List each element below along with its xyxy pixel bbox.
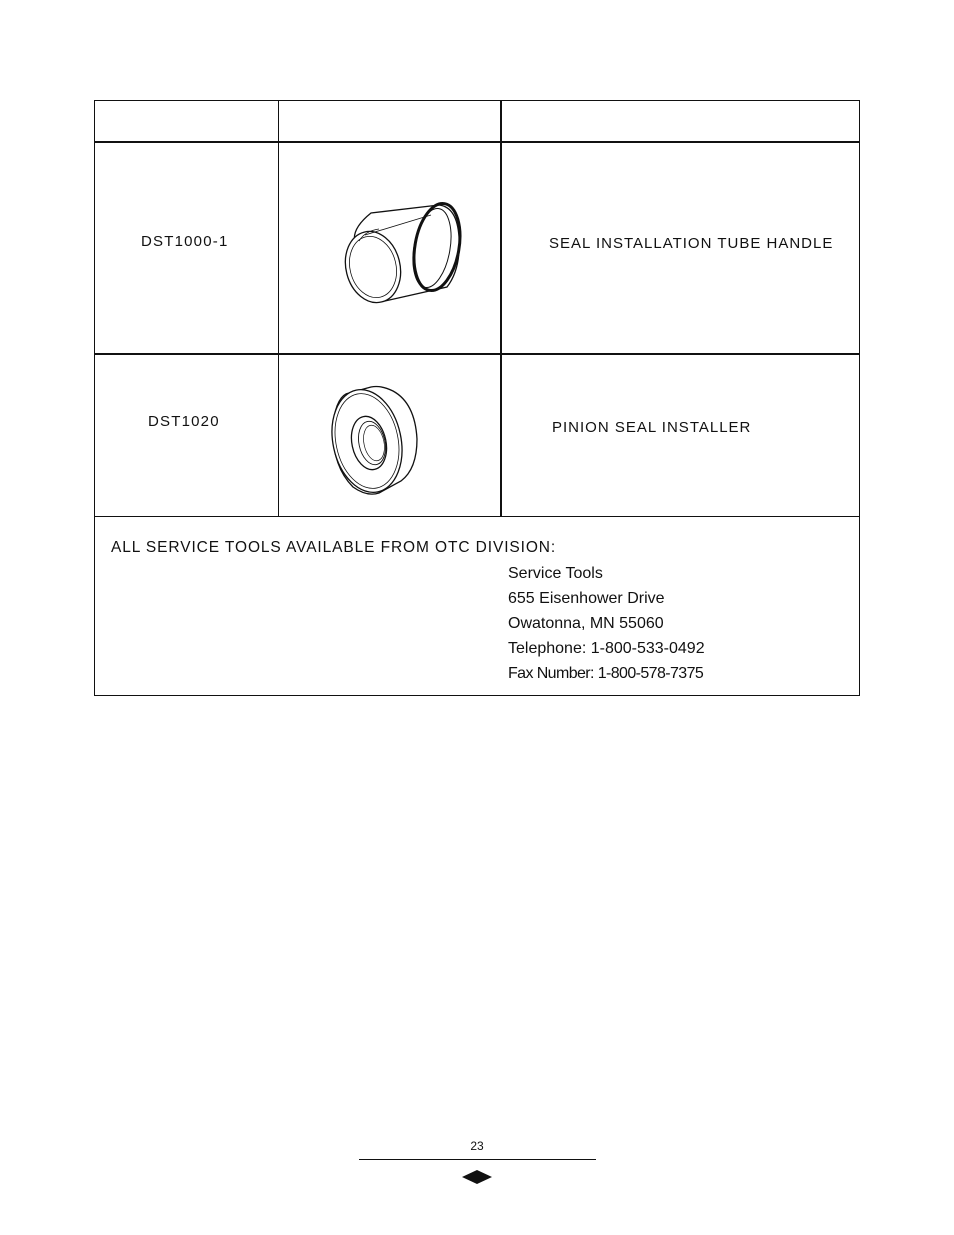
column-divider: [500, 101, 502, 517]
header-cell-illustration: [280, 101, 500, 141]
part-number-dst1000-1: DST1000-1: [141, 233, 229, 250]
description-seal-installation-tube-handle: SEAL INSTALLATION TUBE HANDLE: [549, 235, 834, 252]
description-pinion-seal-installer: PINION SEAL INSTALLER: [552, 419, 752, 436]
row-divider: [95, 353, 859, 355]
address-city: Owatonna, MN 55060: [508, 615, 664, 632]
seal-installation-tube-handle-drawing: [335, 197, 467, 314]
availability-heading: ALL SERVICE TOOLS AVAILABLE FROM OTC DIVISION:: [111, 539, 557, 556]
address-telephone: Telephone: 1-800-533-0492: [508, 640, 705, 657]
otc-address-block: [508, 561, 705, 686]
part-number-dst1020: DST1020: [148, 413, 220, 430]
header-cell-description: [502, 101, 859, 141]
address-company: Service Tools: [508, 565, 603, 582]
column-divider: [278, 101, 279, 517]
diamond-icon: [462, 1170, 492, 1189]
page-number: 23: [470, 1139, 484, 1153]
address-fax: Fax Number: 1-800-578-7375: [508, 665, 704, 682]
header-cell-part: [95, 101, 278, 141]
header-row-divider: [95, 141, 859, 143]
row-divider: [95, 516, 859, 517]
pinion-seal-installer-drawing: [327, 383, 427, 504]
address-street: 655 Eisenhower Drive: [508, 590, 665, 607]
service-tools-table: [94, 100, 860, 696]
footer-rule: [359, 1159, 596, 1160]
